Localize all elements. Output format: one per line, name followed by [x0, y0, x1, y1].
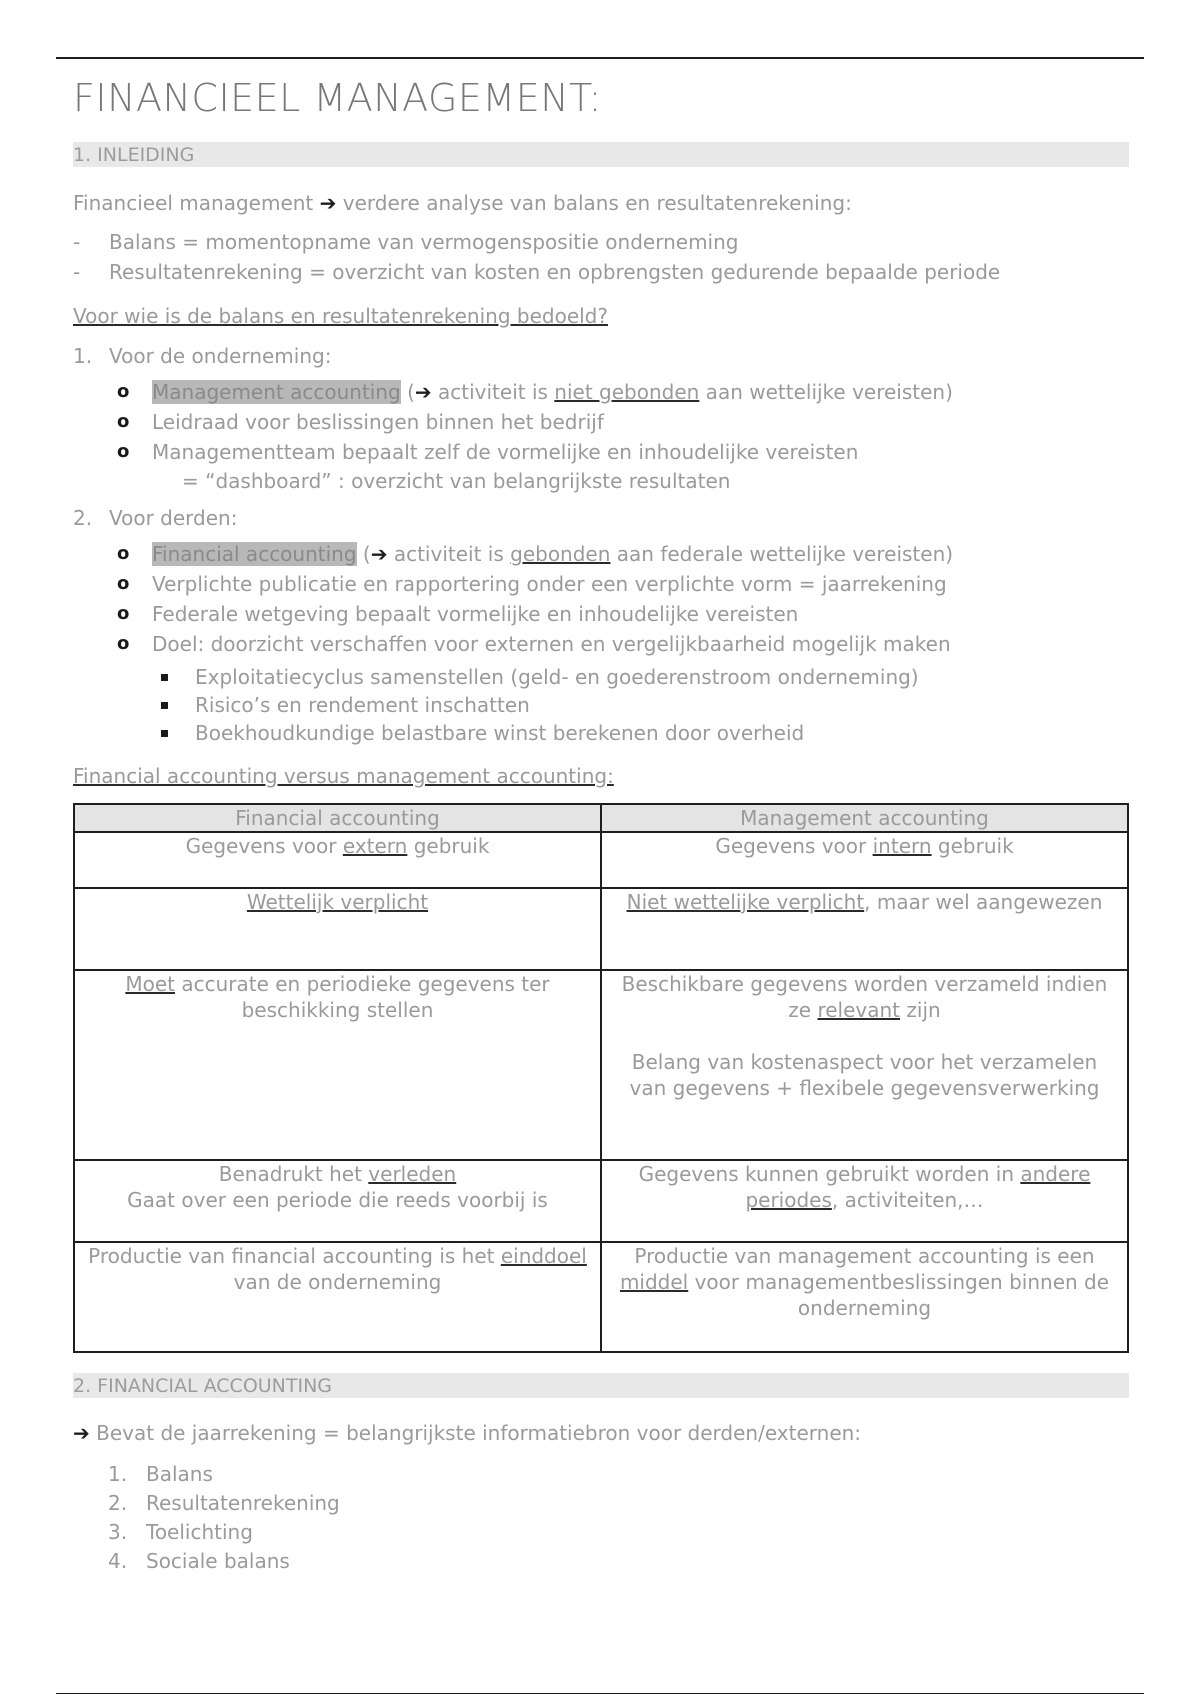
dash-bullet-icon: - — [73, 260, 81, 284]
list-item-text: Leidraad voor beslissingen binnen het bedrijf — [152, 410, 604, 434]
doel-sublist — [73, 663, 1133, 747]
square-bullet-icon — [161, 702, 168, 709]
table-row — [74, 888, 1128, 970]
list-item-text: Balans = momentopname van vermogenspositie onderneming — [109, 230, 739, 254]
list-item-text: Resultatenrekening = overzicht van kosten en opbrengsten gedurende bepaalde periode — [109, 260, 1001, 284]
circle-bullet-icon: o — [117, 381, 130, 402]
circle-bullet-icon: o — [117, 441, 130, 462]
highlighted-term: Financial accounting — [152, 542, 357, 566]
underlined-term: middel — [619, 1270, 689, 1294]
bevat-paragraph — [73, 1418, 1133, 1448]
top-rule — [56, 57, 1144, 59]
list-item — [73, 407, 1133, 437]
table-header-row — [74, 804, 1128, 832]
arrow-right-icon: ➔ — [319, 191, 337, 215]
cell-text: Gegevens voor — [185, 834, 343, 858]
underlined-term: relevant — [817, 998, 901, 1022]
text-fragment: activiteit is — [431, 380, 555, 404]
item-number: 2. — [73, 506, 93, 530]
onderneming-list — [73, 377, 1133, 495]
item-number: 3. — [108, 1520, 128, 1544]
list-item — [73, 691, 1133, 719]
arrow-right-icon: ➔ — [73, 1421, 90, 1445]
cell-paragraph: Belang van kostenaspect voor het verzamelen van gegevens + flexibele gegevensverwerking — [629, 1050, 1100, 1100]
group-heading-onderneming — [73, 341, 1133, 371]
table-heading: Financial accounting versus management accounting: — [73, 764, 614, 788]
page-title: FINANCIEEL MANAGEMENT: — [73, 76, 602, 120]
table-cell — [74, 1242, 601, 1352]
list-item-text: Verplichte publicatie en rapportering onder een verplichte vorm = jaarrekening — [152, 572, 947, 596]
text-fragment: aan federale wettelijke vereisten) — [610, 542, 954, 566]
item-number: 2. — [108, 1491, 128, 1515]
circle-bullet-icon: o — [117, 603, 130, 624]
intro-lead: Financieel management — [73, 191, 314, 215]
list-item — [73, 719, 1133, 747]
text-fragment: aan wettelijke vereisten) — [699, 380, 953, 404]
table-cell — [74, 832, 601, 888]
bevat-text: Bevat de jaarrekening = belangrijkste informatiebron voor derden/externen: — [89, 1421, 862, 1445]
underlined-term: intern — [872, 834, 932, 858]
cell-paragraph — [614, 971, 1115, 1023]
cell-text: Gegevens kunnen gebruikt worden in — [638, 1162, 1021, 1186]
underlined-term: Wettelijk verplicht — [246, 890, 429, 914]
underlined-term: verleden — [368, 1162, 457, 1186]
cell-text: voor managementbeslissingen binnen de onderneming — [688, 1270, 1110, 1320]
list-item-text: Balans — [146, 1462, 213, 1486]
table-row — [74, 1160, 1128, 1242]
list-item — [73, 599, 1133, 629]
list-item-text: Sociale balans — [146, 1549, 290, 1573]
circle-bullet-icon: o — [117, 543, 130, 564]
list-item — [73, 257, 1133, 287]
column-header-financial: Financial accounting — [74, 804, 601, 832]
cell-text: accurate en periodieke gegevens ter beschikking stellen — [174, 972, 550, 1022]
question-heading: Voor wie is de balans en resultatenrekening bedoeld? — [73, 304, 608, 328]
table-cell — [601, 888, 1128, 970]
list-item — [73, 1489, 1133, 1518]
cell-text: Benadrukt het — [218, 1162, 369, 1186]
circle-bullet-icon: o — [117, 573, 130, 594]
square-bullet-icon — [161, 674, 168, 681]
list-item-text: Boekhoudkundige belastbare winst berekenen door overheid — [195, 721, 805, 745]
underlined-term: niet gebonden — [554, 380, 700, 404]
section-heading-financial-accounting: 2. FINANCIAL ACCOUNTING — [73, 1373, 1129, 1398]
underlined-term: gebonden — [510, 542, 611, 566]
text-fragment: activiteit is — [387, 542, 511, 566]
circle-bullet-icon: o — [117, 633, 130, 654]
list-item — [73, 1460, 1133, 1489]
cell-text: Gegevens voor — [715, 834, 873, 858]
cell-text: Beschikbare gegevens worden verzameld indien ze — [621, 972, 1108, 1022]
section-heading-inleiding: 1. INLEIDING — [73, 142, 1129, 167]
document-body — [73, 70, 1133, 1576]
cell-text: Productie van financial accounting is het — [88, 1244, 501, 1268]
list-item — [73, 1547, 1133, 1576]
list-item — [73, 629, 1133, 659]
jaarrekening-list — [73, 1460, 1133, 1576]
square-bullet-icon — [161, 730, 168, 737]
underlined-term: andere periodes — [745, 1162, 1091, 1212]
cell-text: van de onderneming — [233, 1270, 442, 1294]
list-item-text: Exploitatiecyclus samenstellen (geld- en goederenstroom onderneming) — [195, 665, 919, 689]
cell-text: gebruik — [931, 834, 1014, 858]
cell-text: zijn — [900, 998, 941, 1022]
table-cell — [74, 888, 601, 970]
cell-text: , maar wel aangewezen — [864, 890, 1103, 914]
table-cell — [601, 1160, 1128, 1242]
derden-list — [73, 539, 1133, 659]
table-row — [74, 832, 1128, 888]
table-cell — [74, 1160, 601, 1242]
list-item — [73, 437, 1133, 467]
group-label: Voor de onderneming: — [109, 344, 332, 368]
group-heading-derden — [73, 503, 1133, 533]
underlined-term: extern — [342, 834, 408, 858]
table-cell — [601, 970, 1128, 1160]
column-header-management: Management accounting — [601, 804, 1128, 832]
cell-text: Productie van management accounting is een — [634, 1244, 1095, 1268]
arrow-right-icon: ➔ — [370, 542, 388, 566]
text-fragment: ( — [400, 380, 415, 404]
underlined-term: Niet wettelijke verplicht — [626, 890, 865, 914]
comparison-table — [73, 803, 1129, 1353]
list-item — [73, 539, 1133, 569]
cell-text: gebruik — [407, 834, 490, 858]
list-item — [73, 663, 1133, 691]
list-item — [73, 1518, 1133, 1547]
table-cell — [601, 1242, 1128, 1352]
list-item — [73, 377, 1133, 407]
text-fragment: ( — [356, 542, 371, 566]
highlighted-term: Management accounting — [152, 380, 401, 404]
list-item-text: Resultatenrekening — [146, 1491, 340, 1515]
circle-bullet-icon: o — [117, 411, 130, 432]
cell-line — [87, 1161, 588, 1187]
list-item-text: Risico’s en rendement inschatten — [195, 693, 530, 717]
table-cell — [601, 832, 1128, 888]
table-row — [74, 970, 1128, 1160]
definition-list — [73, 227, 1133, 287]
cell-text: , activiteiten,… — [831, 1188, 984, 1212]
list-item-text: Managementteam bepaalt zelf de vormelijke en inhoudelijke vereisten — [152, 440, 859, 464]
arrow-right-icon: ➔ — [414, 380, 432, 404]
item-number: 1. — [73, 344, 93, 368]
bottom-rule — [56, 1693, 1144, 1694]
list-item — [73, 569, 1133, 599]
item-number: 4. — [108, 1549, 128, 1573]
group-label: Voor derden: — [109, 506, 238, 530]
item-number: 1. — [108, 1462, 128, 1486]
list-item-continuation: = “dashboard” : overzicht van belangrijkste resultaten — [182, 469, 731, 493]
dash-bullet-icon: - — [73, 230, 81, 254]
intro-paragraph — [73, 189, 1133, 217]
table-row — [74, 1242, 1128, 1352]
list-item — [73, 227, 1133, 257]
list-item-text: Federale wetgeving bepaalt vormelijke en inhoudelijke vereisten — [152, 602, 799, 626]
underlined-term: Moet — [125, 972, 175, 996]
table-cell — [74, 970, 601, 1160]
intro-rest: verdere analyse van balans en resultatenrekening: — [336, 191, 852, 215]
list-item-text: Doel: doorzicht verschaffen voor externen en vergelijkbaarheid mogelijk maken — [152, 632, 951, 656]
underlined-term: einddoel — [500, 1244, 587, 1268]
cell-line: Gaat over een periode die reeds voorbij is — [127, 1188, 548, 1212]
list-item-text: Toelichting — [146, 1520, 253, 1544]
